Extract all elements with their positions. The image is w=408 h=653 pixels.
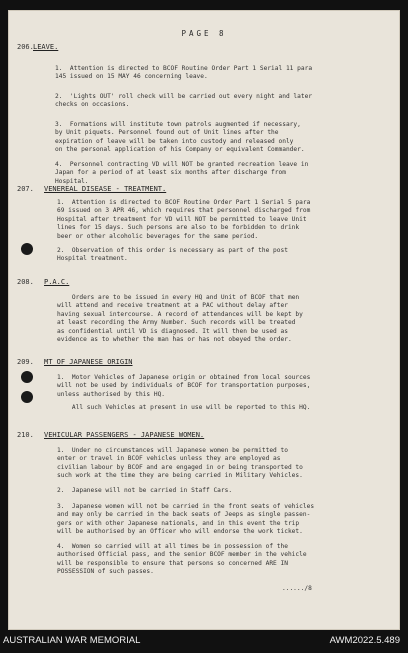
paragraph: All such Vehicles at present in use will be reported to this HQ. xyxy=(57,404,311,411)
paragraph: 2. Japanese will not be carried in Staff Cars. xyxy=(57,487,233,494)
section-209 xyxy=(17,358,389,428)
page-continuation: ....../8 xyxy=(282,585,312,592)
section-number: 210. xyxy=(17,431,34,439)
section-206 xyxy=(17,43,389,183)
paragraph: 3. Japanese women will not be carried in the front seats of vehicles and may only be carried in the back seats of Jeeps as single passen- gers or with other Japanese nationals, and in this event the trip will be authorised by an Officer who will endorse the work ticket. xyxy=(57,503,315,536)
paragraph: 4. Women so carried will at all times be in possession of the authorised Official pass, and the senior BCOF member in the vehicle will be responsible to ensure that persons so concerned ARE IN POSSESSION of such passes. xyxy=(57,543,307,576)
section-number: 206. xyxy=(17,43,34,51)
paragraph: 4. Personnel contracting VD will NOT be granted recreation leave in Japan for a period of at least six months after discharge from Hospital. xyxy=(55,161,309,185)
section-title: P.A.C. xyxy=(44,278,70,286)
paragraph: 1. Motor Vehicles of Japanese origin or obtained from local sources will not be used by individuals of BCOF for transportation purposes, unless authorised by this HQ. xyxy=(57,374,311,398)
footer-institution: AUSTRALIAN WAR MEMORIAL xyxy=(3,635,141,646)
section-title: LEAVE. xyxy=(33,43,59,51)
section-number: 208. xyxy=(17,278,34,286)
section-title: VEHICULAR PASSENGERS - JAPANESE WOMEN. xyxy=(44,431,205,439)
page-heading: PAGE 8 xyxy=(181,29,227,38)
archive-footer xyxy=(0,630,408,653)
section-210 xyxy=(17,431,389,616)
paragraph: 2. Observation of this order is necessary as part of the post Hospital treatment. xyxy=(57,247,288,263)
section-title: VENEREAL DISEASE - TREATMENT. xyxy=(44,185,167,193)
paragraph: 3. Formations will institute town patrols augmented if necessary, by Unit piquets. Personnel found out of Unit lines after the expiration of leave will be taken into custody and released only on the personal application of his Company or equivalent Commander. xyxy=(55,121,305,154)
document-page xyxy=(8,10,400,630)
section-title: MT OF JAPANESE ORIGIN xyxy=(44,358,133,366)
footer-accession-number: AWM2022.5.489 xyxy=(329,635,400,646)
section-208 xyxy=(17,278,389,358)
paragraph: 1. Under no circumstances will Japanese women be permitted to enter or travel in BCOF vehicles unless they are employed as civilian labour by BCOF and are engaged in or being transported to such work at the time they are being carried in Military Vehicles. xyxy=(57,447,303,480)
section-number: 207. xyxy=(17,185,34,193)
paragraph: 1. Attention is directed to BCOF Routine Order Part 1 Serial 11 para 145 issued on 15 MAY 46 concerning leave. xyxy=(55,65,313,81)
paragraph: 2. 'Lights OUT' roll check will be carried out every night and later checks on occasions. xyxy=(55,93,313,109)
paragraph: 1. Attention is directed to BCOF Routine Order Part 1 Serial 5 para 69 issued on 3 APR 46, which requires that personnel discharged from Hospital after treatment for VD will NOT be permitted to leave Unit lines for 15 days. Such persons are also to be forbidden to drink beer or other alcoholic beverages for the same period. xyxy=(57,199,311,240)
section-207 xyxy=(17,185,389,275)
section-number: 209. xyxy=(17,358,34,366)
paragraph: Orders are to be issued in every HQ and Unit of BCOF that men will attend and receive treatment at a PAC without delay after having sexual intercourse. A record of attendances will be kept by at least recording the Army Number. Such records will be treated as confidential until VD is diagnosed. It will then be used as evidence as to whether the man has or has not obeyed the order. xyxy=(57,294,303,344)
